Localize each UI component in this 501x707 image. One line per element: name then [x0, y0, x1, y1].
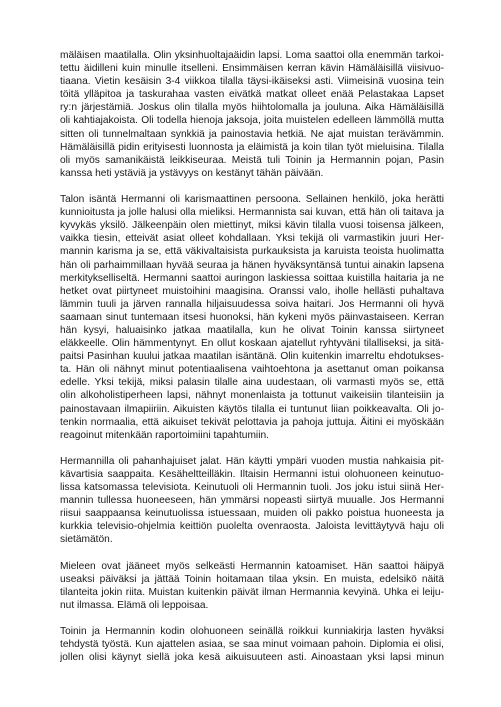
text-line: hetket ovat piirtyneet muistoihini maagisina. Oranssi valo, iholle hellästi puhaltava: [60, 285, 444, 297]
text-line: oli kahtiajakoista. Oli todella hienoja jaksoja, joita muistelen edelleen lämmöllä mutta: [60, 115, 444, 127]
text-line: sietämätön.: [60, 534, 113, 546]
text-line: tilanteita jokin riita. Muistan kuitenkin päivät ilman Hermannia kevyinä. Uhka ei leiju-: [60, 586, 444, 598]
text-line: Talon isäntä Hermanni oli karismaattinen persoona. Sellainen henkilö, joka herätti: [60, 194, 444, 206]
text-line: hän oli parhaimmillaan hyvää seuraa ja hänen hyväksyntänsä tuntui ainakin lapsena: [60, 259, 444, 271]
text-line: kanssa heti ystäviä ja ystävyys on kestänyt tähän päivään.: [60, 167, 324, 179]
text-line: reagoinut mitenkään raportoimiini tapahtumiin.: [60, 429, 269, 441]
text-line: olin alkoholistiperheen lapsi, nähnyt monenlaista ja tottunut vaikeisiin tilanteisiin ja: [60, 390, 444, 402]
text-line: tettu äidilleni kuin minulle itselleni. Ensimmäisen kerran kävin Hämäläisillä viisivuo-: [60, 63, 444, 75]
text-line: töitä ylläpitoa ja taskurahaa vasten eivätkä matkat olleet enää Pelastakaa Lapset: [60, 89, 444, 101]
text-line: mannin karisma ja se, että väkivaltaisista purkauksista ja karuista teoista huolimatta: [60, 246, 444, 258]
text-line: mannin tullessa huoneeseen, hän ymmärsi nopeasti siirtyä muualle. Jos Hermanni: [60, 495, 444, 507]
text-line: ry:n järjestämiä. Joskus olin tilalla myös hiihtolomalla ja jouluna. Aika Hämäläisillä: [60, 102, 444, 114]
paragraph-4: [60, 560, 444, 612]
text-line: mäläisen maatilalla. Olin yksinhuoltajaäidin lapsi. Loma saattoi olla enemmän tarkoi-: [60, 50, 444, 61]
text-line: tehdystä työstä. Kun ajattelen asiaa, se saa minut voimaan pahoin. Diplomia ei olisi,: [60, 639, 444, 651]
paragraph-1: [60, 49, 444, 180]
text-line: kurkkia televisio-ohjelmia keittiön puolelta ovenraosta. Jaloista levittäytyvä haju oli: [60, 521, 444, 533]
paragraph-3: [60, 455, 444, 547]
paragraph-5: [60, 625, 444, 664]
text-line: lissa katsomassa televisiota. Keinutuoli oli Hermannin tuoli. Jos joku istui siinä Her-: [60, 482, 444, 494]
text-line: lämmin tuuli ja järven rannalla hiljaisuudessa soiva haitari. Jos Hermanni oli hyvä: [60, 298, 444, 310]
document-page: [60, 49, 444, 678]
text-line: tiaana. Vietin kesäisin 3-4 viikkoa tilalla täysi-ikäiseksi asti. Viimeisinä vuosina tein: [60, 76, 444, 88]
text-line: merkitykselliseltä. Hermanni saattoi auringon laskiessa soittaa kuistilla haitaria ja ne: [60, 272, 444, 284]
text-line: paitsi Pasinhan kuului jatkaa maatilan isäntänä. Olin kuitenkin imarreltu ehdotukses-: [60, 351, 444, 363]
text-line: oli myös samanikäistä leikkiseuraa. Meistä tuli Toinin ja Hermannin pojan, Pasin: [60, 154, 444, 166]
text-line: riisui saappaansa keinutuolissa istuessaan, muiden oli pakko poistua huoneesta ja: [60, 508, 444, 520]
text-line: edelle. Yksi tekijä, miksi palasin tilalle aina uudestaan, oli varmasti myös se, että: [60, 377, 444, 389]
text-line: vaikka tiesin, etteivät asiat olleet kohdallaan. Yksi tekijä oli varmastikin juuri Her-: [60, 233, 444, 245]
text-line: eläkkeelle. Olin hämmentynyt. En ollut koskaan ajatellut ryhtyväni tilalliseksi, ja sitä-: [60, 338, 444, 350]
text-line: sitten oli tunnelmaltaan synkkiä ja painostavia hetkiä. Ne ajat muistan terävämmin.: [60, 128, 444, 140]
text-line: kunnioitusta ja jolle halusi olla mieliksi. Hermannista sai kuvan, että hän oli taitava ja: [60, 207, 444, 219]
text-line: nut ilmassa. Elämä oli leppoisaa.: [60, 599, 209, 611]
text-line: saamaan sinut tuntemaan itsesi huonoksi, hän kykeni myös päinvastaiseen. Kerran hän kysyi, haluaisinko jatkaa maatilalla, kun he olivat Toinin kanssa siirtyneet: [60, 311, 444, 336]
paragraph-2: [60, 193, 444, 442]
text-line: Hämäläisillä pidin erityisesti luonnosta ja eläimistä ja koin tilan työt mieluisina. Tilalla: [60, 141, 444, 153]
text-line: Mieleen ovat jääneet myös selkeästi Hermannin katoamiset. Hän saattoi häipyä: [60, 560, 444, 572]
text-line: tenkin normaalia, että aikuiset tekivät pelottavia ja pahoja juttuja. Äitini ei myöskään: [60, 416, 444, 428]
text-line: ta. Hän oli nähnyt minut potentiaalisena vaihtoehtona ja asettanut oman poikansa: [60, 364, 444, 376]
text-line: jollen olisi käynyt siellä joka kesä aikuisuuteen asti. Ainoastaan yksi lapsi minun: [60, 652, 444, 664]
text-line: painostavaan ilmapiiriin. Aikuisten käytös tilalla ei tuntunut liian poikkeavalta. Oli jo-: [60, 403, 444, 415]
text-line: useaksi päiväksi ja jättää Toinin hoitamaan tilaa yksin. En muista, edelsikö näitä: [60, 573, 444, 585]
text-line: Hermannilla oli pahanhajuiset jalat. Hän käytti ympäri vuoden mustia nahkaisia pit-: [60, 455, 444, 467]
text-line: kävartisia saappaita. Kesäheltteilläkin. Iltaisin Hermanni istui olohuoneen keinutuo-: [60, 469, 444, 480]
text-line: Toinin ja Hermannin kodin olohuoneen seinällä roikkui kunniakirja lasten hyväksi: [60, 626, 444, 638]
text-line: kyvykäs yksilö. Jälkeenpäin olen miettinyt, miksi kävin tilalla vuosi toisensa jälkeen,: [60, 220, 444, 232]
